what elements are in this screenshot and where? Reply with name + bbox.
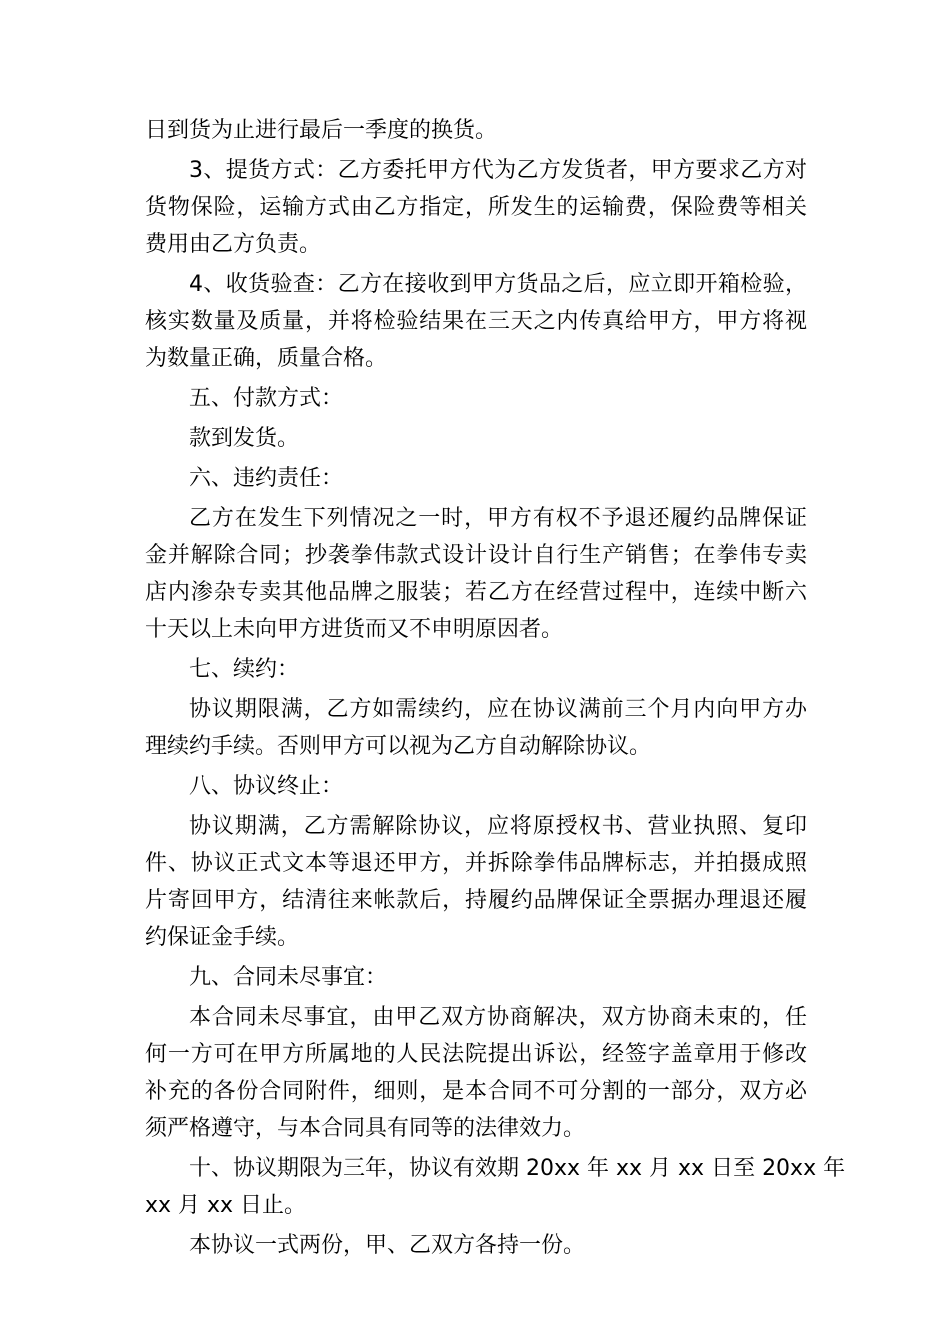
text-line: 理续约手续。否则甲方可以视为乙方自动解除协议。 xyxy=(145,734,652,759)
text-line: 十、协议期限为三年，协议有效期 20xx 年 xx 月 xx 日至 20xx 年 xyxy=(189,1156,846,1181)
contract-paragraph xyxy=(145,152,807,263)
contract-paragraph xyxy=(145,266,807,377)
contract-paragraph xyxy=(145,808,807,956)
text-line: 本协议一式两份，甲、乙双方各持一份。 xyxy=(189,1233,586,1258)
section-heading xyxy=(145,959,807,996)
text-line: 款到发货。 xyxy=(189,426,300,451)
section-heading xyxy=(145,651,807,688)
text-line: 八、协议终止： xyxy=(189,774,344,799)
contract-body xyxy=(145,112,846,1264)
text-line: 协议期限满，乙方如需续约，应在协议满前三个月内向甲方办 xyxy=(189,697,807,722)
contract-paragraph xyxy=(145,112,807,149)
text-line: 九、合同未尽事宜： xyxy=(189,965,388,990)
text-line: 须严格遵守，与本合同具有同等的法律效力。 xyxy=(145,1116,586,1141)
contract-paragraph xyxy=(145,420,807,457)
text-line: 乙方在发生下列情况之一时，甲方有权不予退还履约品牌保证 xyxy=(189,506,807,531)
text-line: 件、协议正式文本等退还甲方，并拆除拳伟品牌标志，并拍摄成照 xyxy=(145,851,807,876)
text-line: 店内渗杂专卖其他品牌之服装；若乙方在经营过程中，连续中断六 xyxy=(145,580,807,605)
text-line: 费用由乙方负责。 xyxy=(145,232,322,257)
section-heading xyxy=(145,768,807,805)
contract-paragraph xyxy=(145,500,807,648)
text-line: 3、提货方式：乙方委托甲方代为乙方发货者，甲方要求乙方对 xyxy=(189,158,807,183)
text-line: 金并解除合同；抄袭拳伟款式设计设计自行生产销售；在拳伟专卖 xyxy=(145,543,807,568)
text-line: 核实数量及质量，并将检验结果在三天之内传真给甲方，甲方将视 xyxy=(145,309,807,334)
text-line: 协议期满，乙方需解除协议，应将原授权书、营业执照、复印 xyxy=(189,814,807,839)
text-line: 十天以上未向甲方进货而又不申明原因者。 xyxy=(145,617,564,642)
text-line: 片寄回甲方，结清往来帐款后，持履约品牌保证全票据办理退还履 xyxy=(145,888,807,913)
text-line: 七、续约： xyxy=(189,657,300,682)
text-line: 4、收货验查：乙方在接收到甲方货品之后，应立即开箱检验， xyxy=(189,272,807,297)
text-line: 补充的各份合同附件，细则，是本合同不可分割的一部分，双方必 xyxy=(145,1079,807,1104)
text-line: 货物保险，运输方式由乙方指定，所发生的运输费，保险费等相关 xyxy=(145,195,807,220)
contract-paragraph xyxy=(145,1227,807,1264)
contract-paragraph xyxy=(145,999,807,1147)
text-line: 为数量正确，质量合格。 xyxy=(145,346,388,371)
text-line: 约保证金手续。 xyxy=(145,925,300,950)
section-heading xyxy=(145,380,807,417)
contract-paragraph xyxy=(145,1150,846,1224)
text-line: 何一方可在甲方所属地的人民法院提出诉讼，经签字盖章用于修改 xyxy=(145,1042,807,1067)
text-line: 日到货为止进行最后一季度的换货。 xyxy=(145,118,498,143)
contract-paragraph xyxy=(145,691,807,765)
text-line: 五、付款方式： xyxy=(189,386,344,411)
section-heading xyxy=(145,460,807,497)
text-line: xx 月 xx 日止。 xyxy=(145,1193,307,1218)
text-line: 六、违约责任： xyxy=(189,466,344,491)
text-line: 本合同未尽事宜，由甲乙双方协商解决，双方协商未束的，任 xyxy=(189,1005,807,1030)
